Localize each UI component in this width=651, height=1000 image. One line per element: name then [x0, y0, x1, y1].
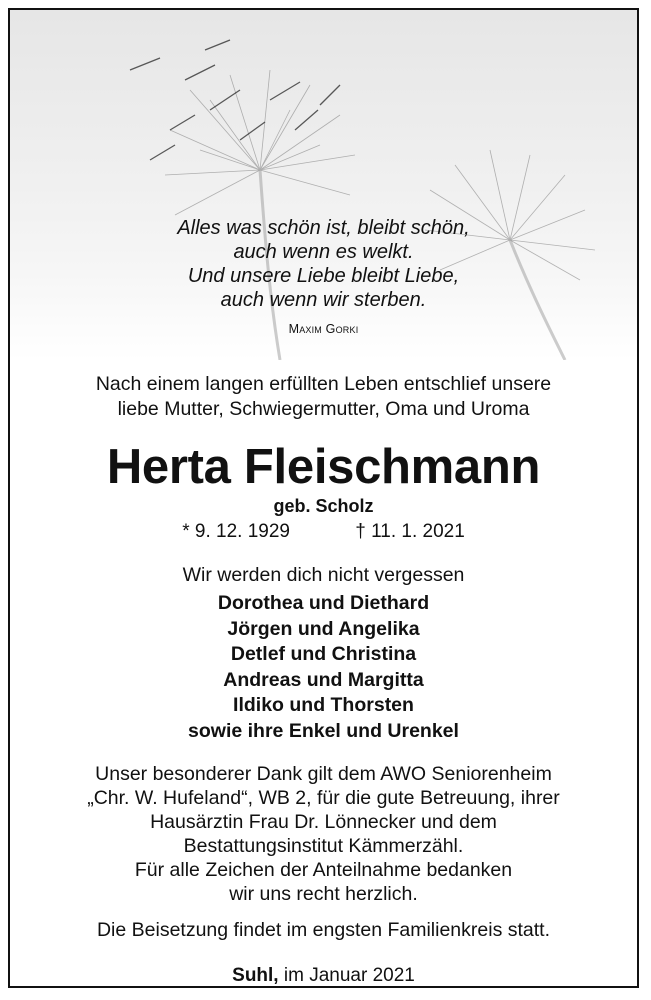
life-dates [10, 520, 637, 544]
thanks-line: wir uns recht herzlich. [229, 883, 418, 905]
place-city: Suhl, [232, 965, 279, 986]
family-member: sowie ihre Enkel und Urenkel [188, 719, 459, 742]
quote-line: Und unsere Liebe bleibt Liebe, [187, 265, 460, 287]
thanks-line: Unser besonderer Dank gilt dem AWO Seniorenheim [95, 763, 552, 785]
family-member: Ildiko und Thorsten [233, 694, 414, 716]
deceased-name: Herta Fleischmann [106, 440, 541, 494]
thanks-line: Für alle Zeichen der Anteilnahme bedanken [134, 859, 513, 881]
intro-text [10, 372, 637, 422]
thanks-text [10, 762, 637, 906]
quote-line: Alles was schön ist, bleibt schön, [177, 217, 470, 239]
birth-name: geb. Scholz [273, 496, 374, 516]
funeral-note: Die Beisetzung findet im engsten Familienkreis statt. [96, 919, 551, 941]
intro-line: liebe Mutter, Schwiegermutter, Oma und Uroma [117, 398, 530, 420]
birth-date: * 9. 12. 1929 [182, 521, 290, 542]
quote-line: auch wenn es welkt. [233, 241, 414, 263]
obituary-frame [8, 8, 639, 988]
family-member: Andreas und Margitta [223, 668, 424, 691]
death-date: † 11. 1. 2021 [355, 521, 465, 542]
remember-line: Wir werden dich nicht vergessen [182, 564, 465, 586]
place-month: im Januar 2021 [283, 965, 415, 986]
quote-line: auch wenn wir sterben. [220, 289, 427, 311]
family-member: Detlef und Christina [230, 643, 417, 665]
place-date [10, 964, 637, 988]
family-member: Dorothea und Diethard [217, 592, 430, 614]
intro-line: Nach einem langen erfüllten Leben entschlief unsere [95, 373, 552, 395]
thanks-line: Bestattungsinstitut Kämmerzähl. [183, 835, 464, 857]
thanks-line: Hausärztin Frau Dr. Lönnecker und dem [150, 811, 497, 833]
poem-quote [10, 216, 637, 312]
thanks-line: „Chr. W. Hufeland“, WB 2, für die gute Betreuung, ihrer [87, 787, 560, 809]
family-list [10, 591, 637, 744]
family-member: Jörgen und Angelika [227, 617, 420, 640]
quote-author: Maxim Gorki [288, 322, 359, 336]
